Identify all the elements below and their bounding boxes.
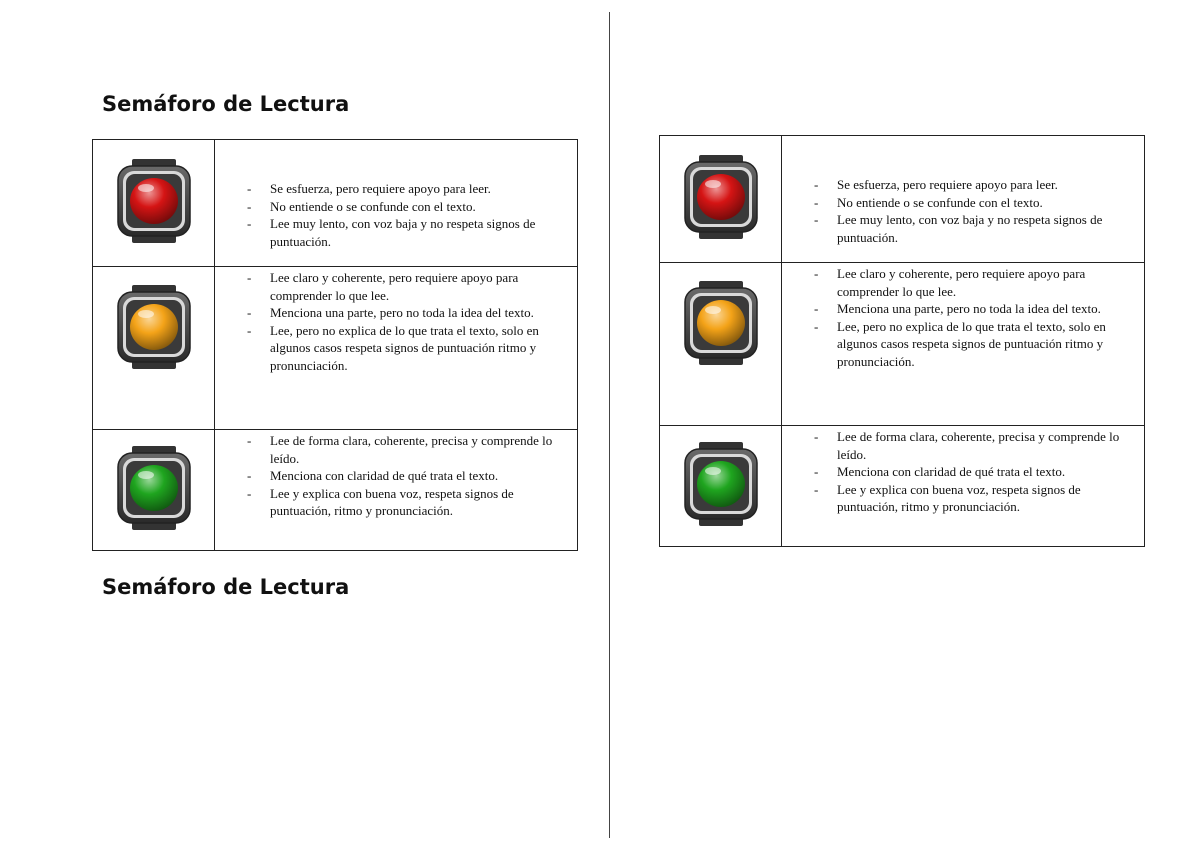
rubric-row-red (93, 140, 578, 267)
rubric-row-green (660, 426, 1145, 547)
list-item: - Se esfuerza, pero requiere apoyo para leer. (244, 180, 571, 198)
list-item: - Menciona una parte, pero no toda la idea del texto. (244, 304, 571, 322)
light-cell (660, 136, 782, 263)
page-title: Semáforo de Lectura (102, 575, 350, 599)
page-divider (609, 12, 610, 838)
light-cell (660, 426, 782, 547)
light-cell (93, 140, 215, 267)
list-item: - Lee, pero no explica de lo que trata el texto, solo en algunos casos respeta signos de puntuación ritmo y pronunciación. (811, 318, 1138, 371)
rubric-row-yellow (93, 267, 578, 430)
list-item: - Menciona una parte, pero no toda la idea del texto. (811, 300, 1138, 318)
page-title: Semáforo de Lectura (102, 92, 350, 116)
list-item: - Lee muy lento, con voz baja y no respeta signos de puntuación. (811, 211, 1138, 246)
description-cell (782, 426, 1145, 547)
reading-rubric-table-right (659, 135, 1145, 547)
list-item: - No entiende o se confunde con el texto. (244, 198, 571, 216)
description-cell (782, 136, 1145, 263)
list-item: - No entiende o se confunde con el texto. (811, 194, 1138, 212)
light-cell (660, 263, 782, 426)
green-light-icon (675, 440, 767, 533)
list-item: - Lee de forma clara, coherente, precisa y comprende lo leído. (811, 428, 1138, 463)
list-item: - Lee claro y coherente, pero requiere apoyo para comprender lo que lee. (811, 265, 1138, 300)
list-item: - Lee y explica con buena voz, respeta signos de puntuación, ritmo y pronunciación. (811, 481, 1138, 516)
red-light-icon (108, 157, 200, 250)
rubric-row-green (93, 430, 578, 551)
list-item: - Lee de forma clara, coherente, precisa y comprende lo leído. (244, 432, 571, 467)
description-cell (782, 263, 1145, 426)
light-cell (93, 267, 215, 430)
list-item: - Se esfuerza, pero requiere apoyo para leer. (811, 176, 1138, 194)
rubric-row-red (660, 136, 1145, 263)
reading-rubric-table-left (92, 139, 578, 551)
list-item: - Lee, pero no explica de lo que trata el texto, solo en algunos casos respeta signos de puntuación ritmo y pronunciación. (244, 322, 571, 375)
list-item: - Lee muy lento, con voz baja y no respeta signos de puntuación. (244, 215, 571, 250)
list-item: - Lee y explica con buena voz, respeta signos de puntuación, ritmo y pronunciación. (244, 485, 571, 520)
yellow-light-icon (108, 283, 200, 376)
red-light-icon (675, 153, 767, 246)
rubric-row-yellow (660, 263, 1145, 426)
description-cell (215, 267, 578, 430)
description-cell (215, 430, 578, 551)
green-light-icon (108, 444, 200, 537)
light-cell (93, 430, 215, 551)
description-cell (215, 140, 578, 267)
yellow-light-icon (675, 279, 767, 372)
list-item: - Lee claro y coherente, pero requiere apoyo para comprender lo que lee. (244, 269, 571, 304)
list-item: - Menciona con claridad de qué trata el texto. (244, 467, 571, 485)
list-item: - Menciona con claridad de qué trata el texto. (811, 463, 1138, 481)
